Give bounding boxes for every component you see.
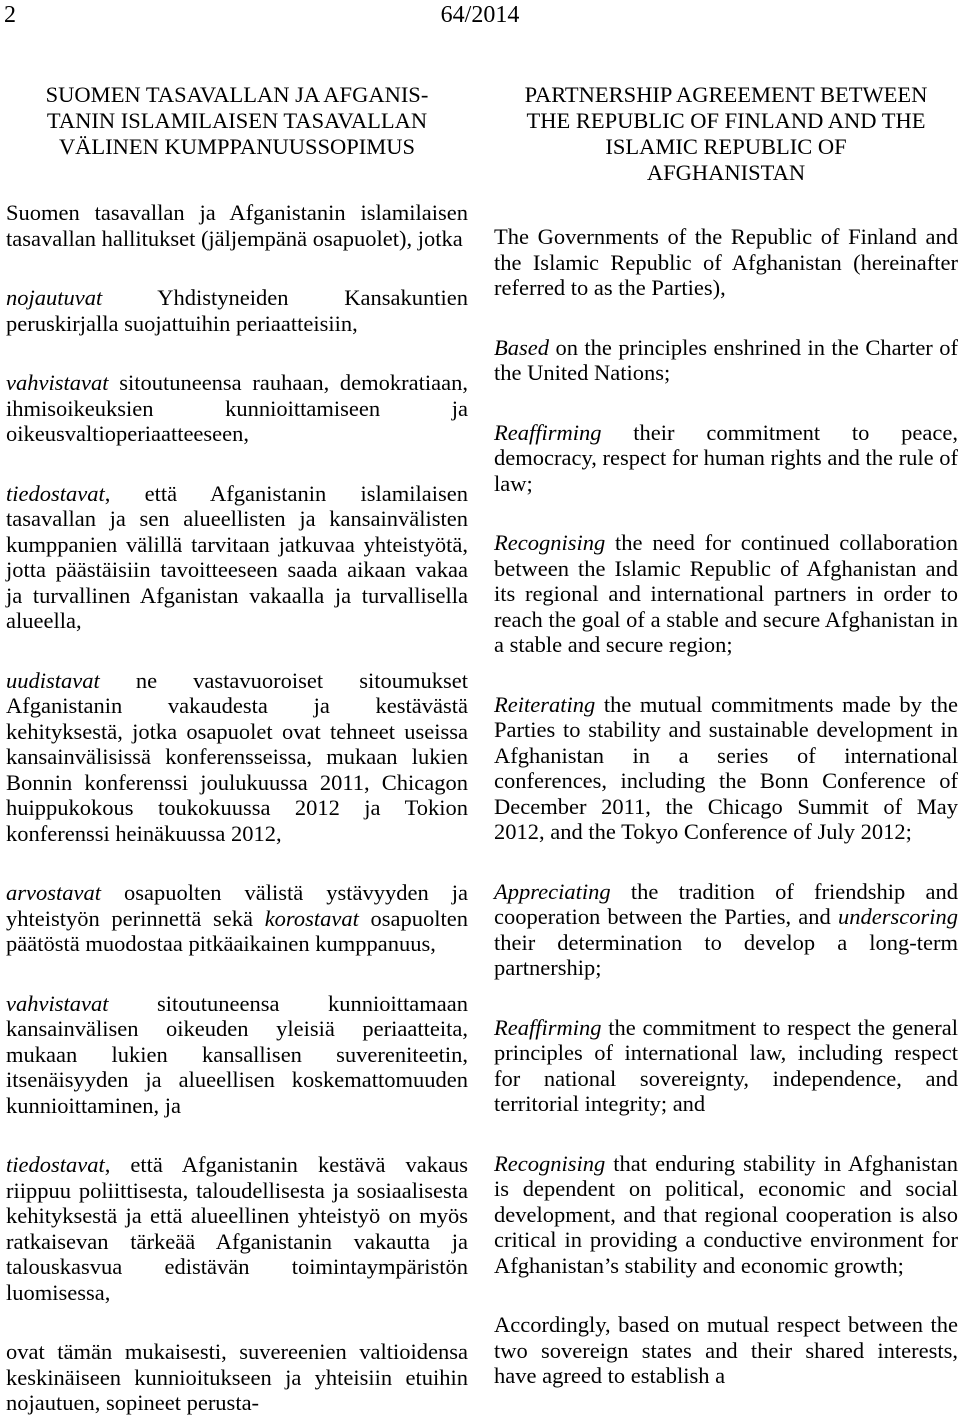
emphasis: underscoring — [838, 904, 958, 929]
paragraph-text: ne vastavuoroiset sitoumukset Afganistanin vakaudesta ja kestävästä kehityksestä, jotka osapuolet ovat tehneet useissa kansainvälisissä konferensseissa, mukaan lukien Bonnin konferenssi joulukuussa 2011, Chicagon huippukokous toukokuussa 2012 ja Tokion konferenssi heinäkuussa 2012, — [6, 667, 468, 846]
finnish-title — [6, 82, 468, 160]
finnish-paragraph — [6, 481, 468, 634]
finnish-title-line: SUOMEN TASAVALLAN JA AFGANIS- — [45, 82, 429, 107]
finnish-column — [6, 82, 468, 1416]
english-paragraph — [494, 530, 958, 658]
paragraph-text: on the principles enshrined in the Charter of the United Nations; — [494, 334, 958, 385]
emphasis: vahvistavat — [6, 990, 109, 1016]
emphasis: Recognising — [494, 1150, 606, 1176]
english-paragraph — [494, 1015, 958, 1117]
paragraph-text: , että Afganistanin islamilaisen tasavallan ja sen alueellisten ja kansainvälisten kumppanien välillä tarvitaan jatkuvaa yhteistyötä, jotta päästäisiin tavoitteeseen saada aikaan vakaa ja turvallinen Afganistan vakaalla ja turvallisella alueella, — [6, 480, 468, 633]
emphasis: tiedostavat — [6, 1152, 105, 1177]
emphasis: vahvistavat — [6, 370, 109, 395]
paragraph-text: , että Afganistanin kestävä vakaus riippuu poliittisesta, taloudellisesta ja sosiaalisesta kehityksestä ja että alueellinen yhteistyö on myös ratkaisevan tärkeää Afganistanin vakautta ja talouskasvua edistävän toimintaympäristön luomisessa, — [6, 1152, 468, 1305]
paragraph-text: the commitment to respect the general principles of international law, including respect for national sovereignty, independence, and territorial integrity; and — [494, 1014, 958, 1116]
finnish-title-line: VÄLINEN KUMPPANUUSSOPIMUS — [58, 134, 416, 159]
emphasis: Recognising — [494, 530, 606, 555]
paragraph-text: sitoutuneensa rauhaan, demokratiaan, ihmisoikeuksien kunnioittamiseen ja oikeusvaltioperiaatteeseen, — [6, 370, 468, 446]
english-title-line: AFGHANISTAN — [646, 160, 806, 185]
emphasis: Reaffirming — [494, 1014, 602, 1040]
paragraph-text: sitoutuneensa kunnioittamaan kansainvälisen oikeuden yleisiä periaatteita, mukaan lukien kansallisen suvereniteetin, itsenäisyyden ja alueellisen koskemattomuuden kunnioittaminen, ja — [6, 990, 468, 1118]
emphasis: tiedostavat — [6, 480, 105, 506]
english-paragraph: Accordingly, based on mutual respect between the two sovereign states and their shared interests, have agreed to establish a — [494, 1312, 958, 1388]
paragraph-text: Yhdistyneiden Kansakuntien peruskirjalla suojattuihin periaatteisiin, — [6, 285, 468, 336]
english-paragraph — [494, 879, 958, 981]
paragraph-text: the need for continued collaboration between the Islamic Republic of Afghanistan and its regional and international partners in order to reach the goal of a stable and secure Afghanistan in a stable and secure region; — [494, 530, 958, 657]
english-title-line: PARTNERSHIP AGREEMENT BETWEEN — [524, 82, 928, 107]
emphasis: Reaffirming — [494, 419, 602, 445]
english-paragraph — [494, 335, 958, 386]
emphasis: nojautuvat — [6, 285, 103, 310]
english-paragraph — [494, 692, 958, 845]
finnish-paragraph — [6, 880, 468, 957]
finnish-paragraph: ovat tämän mukaisesti, suvereenien valtioidensa keskinäiseen kunnioitukseen ja yhteisiin etuihin nojautuen, sopineet perusta- — [6, 1339, 468, 1415]
english-paragraph — [494, 420, 958, 497]
finnish-paragraph — [6, 1152, 468, 1305]
finnish-paragraph — [6, 370, 468, 447]
finnish-intro: Suomen tasavallan ja Afganistanin islamilaisen tasavallan hallitukset (jäljempänä osapuolet), jotka — [6, 200, 468, 251]
paragraph-text: the mutual commitments made by the Parties to stability and sustainable development in Afghanistan in a series of international conferences, including the Bonn Conference of December 2011, the Chicago Summit of May 2012, and the Tokyo Conference of July 2012; — [494, 691, 958, 844]
paragraph-text: their commitment to peace, democracy, respect for human rights and the rule of law; — [494, 419, 958, 496]
page-number: 2 — [4, 2, 16, 28]
emphasis: Appreciating — [494, 878, 611, 904]
english-column — [494, 82, 958, 1389]
document-number: 64/2014 — [440, 2, 520, 28]
emphasis: Based — [494, 334, 549, 360]
english-title — [494, 82, 958, 186]
finnish-paragraph — [6, 668, 468, 847]
emphasis: arvostavat — [6, 880, 101, 905]
paragraph-text: osapuolten päätöstä muodostaa pitkäaikainen kumppanuus, — [6, 905, 468, 956]
finnish-paragraph — [6, 285, 468, 336]
emphasis: Reiterating — [494, 691, 596, 717]
english-intro: The Governments of the Republic of Finland and the Islamic Republic of Afghanistan (hereinafter referred to as the Parties), — [494, 224, 958, 300]
emphasis: uudistavat — [6, 667, 100, 693]
paragraph-text: the tradition of friendship and cooperation between the Parties, and — [494, 878, 958, 929]
emphasis: korostavat — [264, 905, 359, 931]
paragraph-text: that enduring stability in Afghanistan is dependent on political, economic and social development, and that regional cooperation is also critical in providing a conductive environment for Afghanistan’s stability and economic growth; — [494, 1150, 958, 1278]
finnish-title-line: TANIN ISLAMILAISEN TASAVALLAN — [46, 108, 428, 133]
finnish-paragraph — [6, 991, 468, 1119]
paragraph-text: their determination to develop a long-term partnership; — [494, 929, 958, 980]
paragraph-text: osapuolten välistä ystävyyden ja yhteistyön perinnettä sekä — [6, 880, 468, 931]
english-title-line: ISLAMIC REPUBLIC OF — [605, 134, 847, 159]
english-paragraph — [494, 1151, 958, 1279]
english-title-line: THE REPUBLIC OF FINLAND AND THE — [526, 108, 926, 133]
